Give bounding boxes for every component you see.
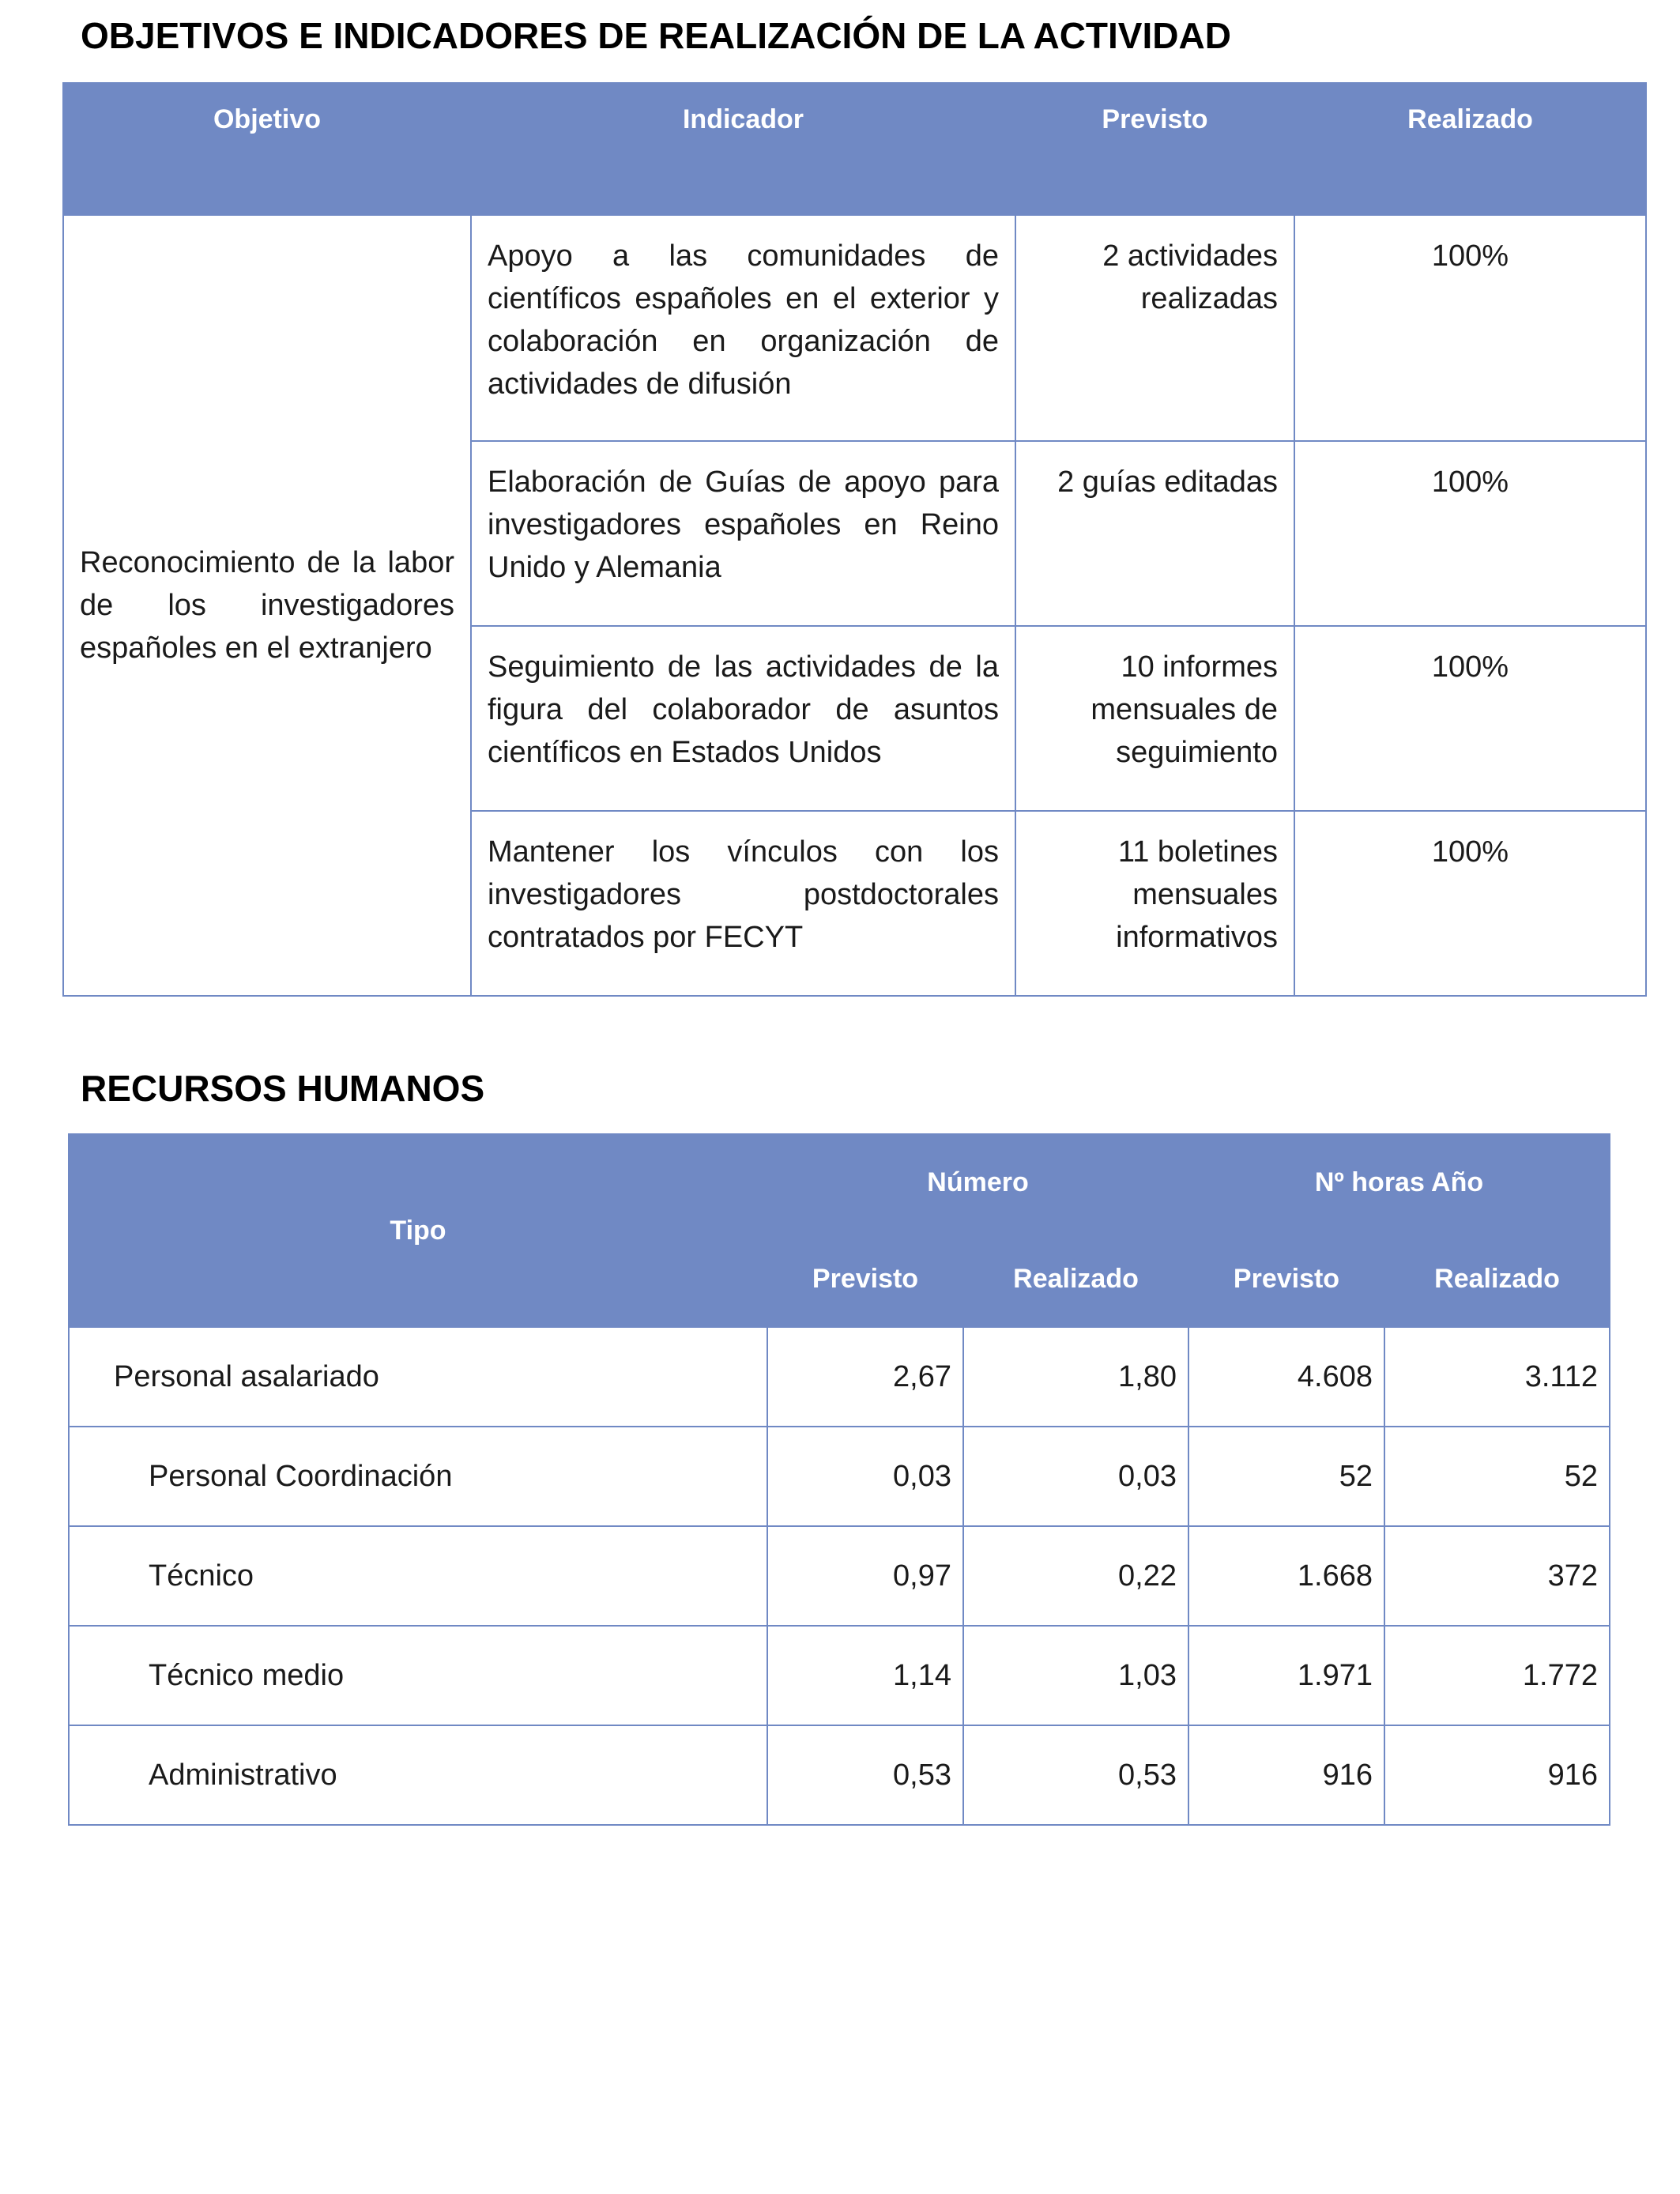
planned-cell: 2 guías editadas (1015, 441, 1294, 626)
horas-realizado-cell: 3.112 (1384, 1327, 1610, 1427)
numero-realizado-cell: 0,53 (963, 1725, 1188, 1825)
achieved-cell: 100% (1294, 215, 1646, 441)
planned-cell: 2 actividades realizadas (1015, 215, 1294, 441)
objective-cell: Reconocimiento de la labor de los investigadores españoles en el extranjero (63, 215, 471, 996)
achieved-cell: 100% (1294, 626, 1646, 811)
horas-previsto-cell: 1.971 (1188, 1626, 1384, 1725)
achieved-cell: 100% (1294, 811, 1646, 996)
tipo-cell: Personal asalariado (69, 1327, 767, 1427)
header-horas-realizado: Realizado (1384, 1231, 1610, 1327)
tipo-cell: Personal Coordinación (69, 1427, 767, 1526)
horas-realizado-cell: 52 (1384, 1427, 1610, 1526)
indicator-cell: Seguimiento de las actividades de la figura del colaborador de asuntos científicos en Estados Unidos (471, 626, 1015, 811)
hr-header-row-group (69, 1134, 1610, 1231)
header-horas-ano: Nº horas Año (1188, 1134, 1610, 1231)
horas-realizado-cell: 1.772 (1384, 1626, 1610, 1725)
horas-previsto-cell: 916 (1188, 1725, 1384, 1825)
indicator-cell: Apoyo a las comunidades de científicos españoles en el exterior y colaboración en organización de actividades de difusión (471, 215, 1015, 441)
table-row (69, 1626, 1610, 1725)
objectives-header-row (63, 83, 1646, 215)
indicator-cell: Elaboración de Guías de apoyo para investigadores españoles en Reino Unido y Alemania (471, 441, 1015, 626)
table-row (69, 1725, 1610, 1825)
header-numero-realizado: Realizado (963, 1231, 1188, 1327)
tipo-cell: Técnico (69, 1526, 767, 1626)
header-numero: Número (767, 1134, 1188, 1231)
planned-cell: 11 boletines mensuales informativos (1015, 811, 1294, 996)
numero-realizado-cell: 1,03 (963, 1626, 1188, 1725)
tipo-cell: Técnico medio (69, 1626, 767, 1725)
header-horas-previsto: Previsto (1188, 1231, 1384, 1327)
table-row (69, 1427, 1610, 1526)
section-title-recursos-humanos: RECURSOS HUMANOS (81, 1068, 485, 1109)
header-indicador: Indicador (471, 83, 1015, 215)
numero-previsto-cell: 1,14 (767, 1626, 963, 1725)
table-row (63, 215, 1646, 441)
horas-realizado-cell: 372 (1384, 1526, 1610, 1626)
numero-realizado-cell: 0,03 (963, 1427, 1188, 1526)
numero-previsto-cell: 0,03 (767, 1427, 963, 1526)
planned-cell: 10 informes mensuales de seguimiento (1015, 626, 1294, 811)
section-title-objetivos: OBJETIVOS E INDICADORES DE REALIZACIÓN DE LA ACTIVIDAD (81, 15, 1231, 56)
objectives-table (62, 82, 1647, 997)
header-numero-previsto: Previsto (767, 1231, 963, 1327)
numero-realizado-cell: 1,80 (963, 1327, 1188, 1427)
numero-previsto-cell: 2,67 (767, 1327, 963, 1427)
header-previsto: Previsto (1015, 83, 1294, 215)
table-row (69, 1327, 1610, 1427)
table-row (69, 1526, 1610, 1626)
horas-previsto-cell: 52 (1188, 1427, 1384, 1526)
horas-previsto-cell: 4.608 (1188, 1327, 1384, 1427)
horas-previsto-cell: 1.668 (1188, 1526, 1384, 1626)
human-resources-table (68, 1133, 1610, 1826)
achieved-cell: 100% (1294, 441, 1646, 626)
numero-previsto-cell: 0,53 (767, 1725, 963, 1825)
numero-previsto-cell: 0,97 (767, 1526, 963, 1626)
tipo-cell: Administrativo (69, 1725, 767, 1825)
indicator-cell: Mantener los vínculos con los investigadores postdoctorales contratados por FECYT (471, 811, 1015, 996)
horas-realizado-cell: 916 (1384, 1725, 1610, 1825)
numero-realizado-cell: 0,22 (963, 1526, 1188, 1626)
header-realizado: Realizado (1294, 83, 1646, 215)
header-tipo: Tipo (69, 1134, 767, 1327)
header-objetivo: Objetivo (63, 83, 471, 215)
